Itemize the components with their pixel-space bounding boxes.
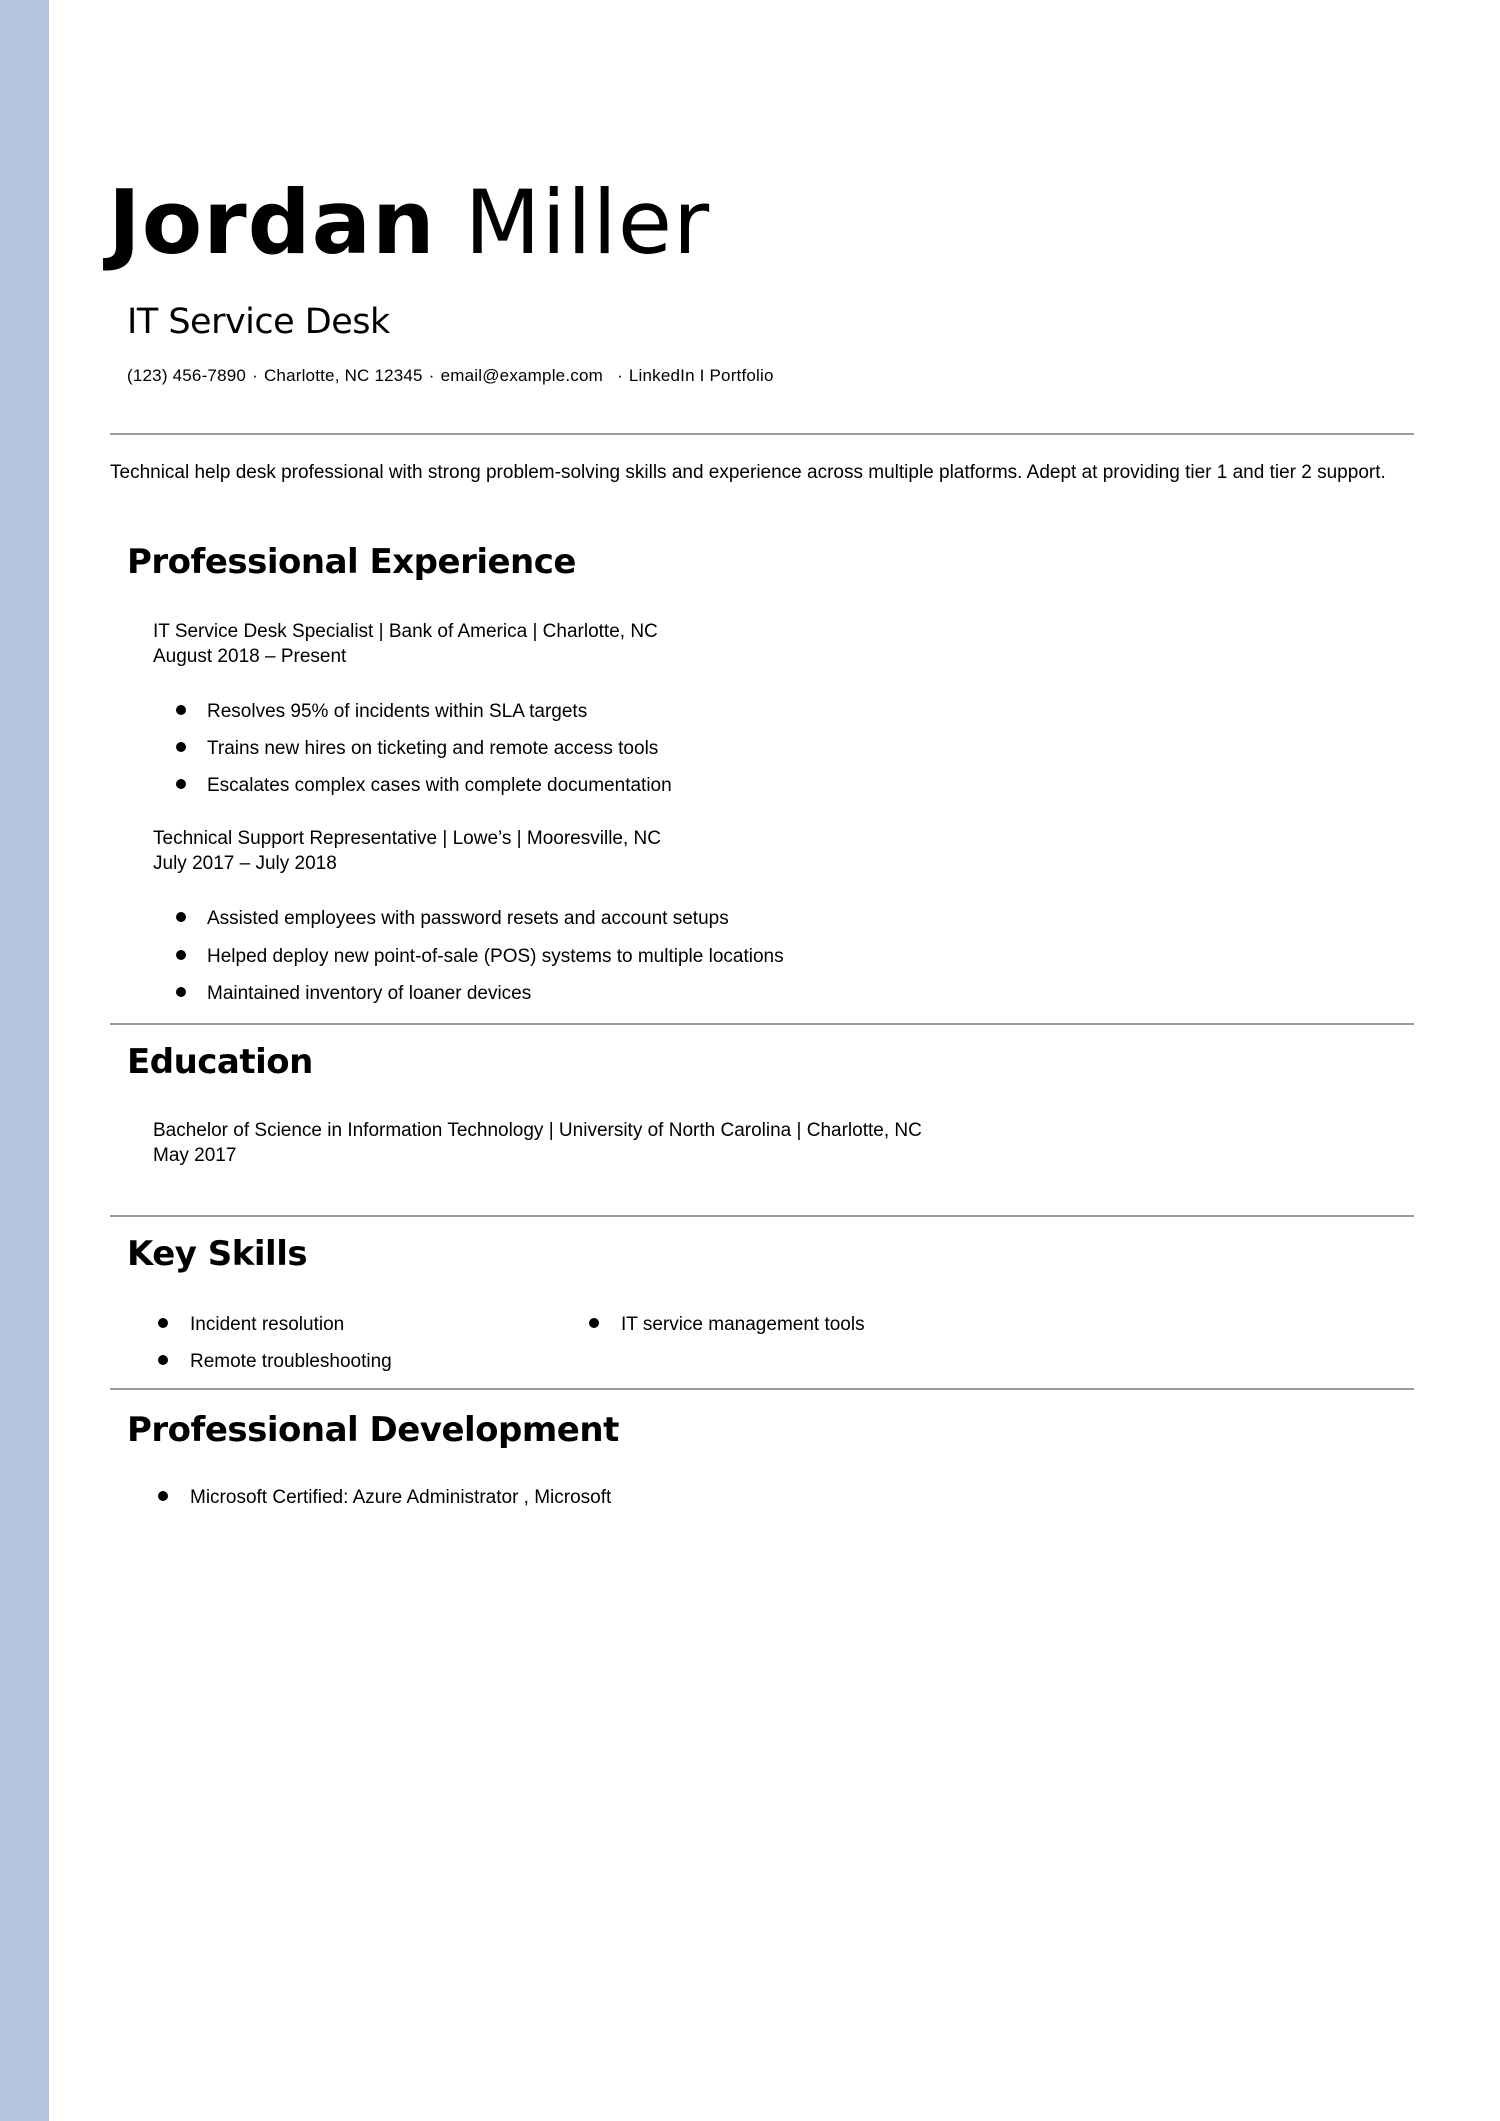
divider — [110, 433, 1414, 435]
skill-item: IT service management tools — [589, 1313, 865, 1337]
candidate-name — [108, 168, 710, 278]
bullet-icon — [176, 987, 186, 997]
list-item: Helped deploy new point-of-sale (POS) systems to multiple locations — [176, 945, 784, 969]
section-heading-education: Education — [127, 1042, 313, 1082]
divider — [110, 1388, 1414, 1390]
contact-location: Charlotte, NC 12345 — [263, 366, 423, 385]
bullet-icon — [158, 1491, 168, 1501]
bullet-icon — [589, 1318, 599, 1328]
contact-phone: (123) 456-7890 — [127, 366, 247, 385]
contact-links[interactable]: LinkedIn I Portfolio — [628, 366, 774, 385]
contact-line — [127, 366, 774, 386]
bullet-icon — [158, 1318, 168, 1328]
section-heading-development: Professional Development — [127, 1410, 619, 1450]
separator-dot: · — [428, 366, 435, 385]
contact-email[interactable]: email@example.com — [440, 366, 603, 385]
last-name: Miller — [464, 171, 711, 274]
first-name: Jordan — [108, 171, 436, 274]
bullet-icon — [176, 779, 186, 789]
section-heading-experience: Professional Experience — [127, 542, 576, 582]
summary-paragraph: Technical help desk professional with strong problem-solving skills and experience across multiple platforms. Adept at providing tier 1 and tier 2 support. — [110, 462, 1386, 483]
list-item: Assisted employees with password resets and account setups — [176, 907, 729, 931]
job-dates: July 2017 – July 2018 — [153, 853, 337, 874]
list-item: Maintained inventory of loaner devices — [176, 982, 531, 1006]
graduation-date: May 2017 — [153, 1145, 237, 1166]
divider — [110, 1215, 1414, 1217]
divider — [110, 1023, 1414, 1025]
accent-sidebar — [0, 0, 49, 2121]
list-item: Resolves 95% of incidents within SLA targets — [176, 700, 587, 724]
bullet-icon — [176, 742, 186, 752]
degree-line: Bachelor of Science in Information Technology | University of North Carolina | Charlotte, NC — [153, 1120, 922, 1141]
bullet-icon — [158, 1355, 168, 1365]
bullet-icon — [176, 705, 186, 715]
job-dates: August 2018 – Present — [153, 646, 347, 667]
skill-item: Remote troubleshooting — [158, 1350, 392, 1374]
separator-dot: · — [616, 366, 623, 385]
job-title-line: IT Service Desk Specialist | Bank of America | Charlotte, NC — [153, 621, 658, 642]
list-item: Trains new hires on ticketing and remote access tools — [176, 737, 658, 761]
bullet-icon — [176, 950, 186, 960]
skill-item: Incident resolution — [158, 1313, 344, 1337]
bullet-icon — [176, 912, 186, 922]
job-title: IT Service Desk — [127, 302, 390, 342]
list-item: Escalates complex cases with complete documentation — [176, 774, 672, 798]
section-heading-skills: Key Skills — [127, 1234, 308, 1274]
development-item: Microsoft Certified: Azure Administrator , Microsoft — [158, 1486, 611, 1510]
job-title-line: Technical Support Representative | Lowe’s | Mooresville, NC — [153, 828, 661, 849]
separator-dot: · — [252, 366, 258, 385]
